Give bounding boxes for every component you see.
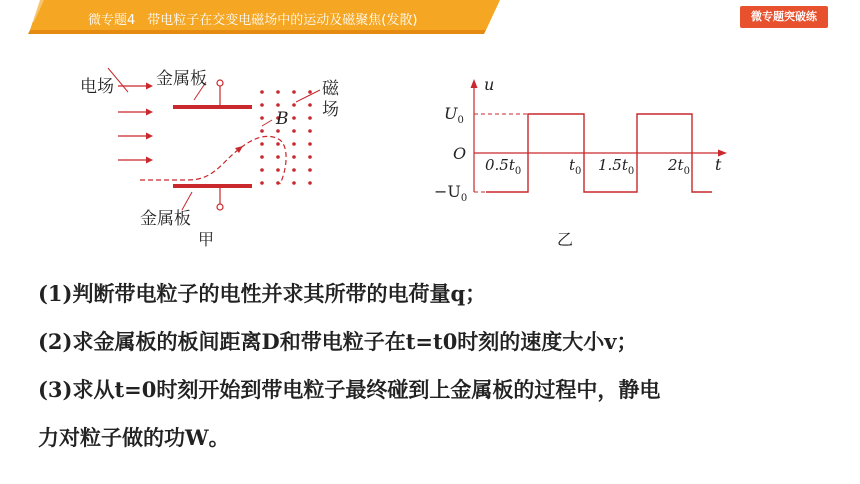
magnetic-dot xyxy=(276,142,280,146)
question-2: (2)求金属板的板间距离D和带电粒子在t=t0时刻的速度大小v； xyxy=(38,329,638,354)
magnetic-dot xyxy=(276,181,280,185)
magnetic-dot xyxy=(308,116,312,120)
magnetic-dot xyxy=(308,90,312,94)
magnetic-dot xyxy=(308,142,312,146)
magnetic-dot xyxy=(276,103,280,107)
question-3-line1: (3)求从t=0时刻开始到带电粒子最终碰到上金属板的过程中，静电 xyxy=(38,377,661,402)
header-title xyxy=(88,9,417,28)
magnetic-dot xyxy=(292,129,296,133)
label-top-plate: 金属板 xyxy=(156,69,207,89)
magnetic-dot xyxy=(292,168,296,172)
electric-field-arrows xyxy=(118,83,153,164)
magnetic-dot xyxy=(276,129,280,133)
caption-yi: 乙 xyxy=(557,230,574,249)
magnetic-dot xyxy=(260,103,264,107)
magnetic-dot xyxy=(308,168,312,172)
magnetic-dot xyxy=(292,155,296,159)
magnetic-dot xyxy=(260,168,264,172)
magnetic-dot xyxy=(292,90,296,94)
header-title-text: 带电粒子在交变电磁场中的运动及磁聚焦(发散) xyxy=(147,13,418,28)
axis-u-label: u xyxy=(484,75,495,94)
figure-a xyxy=(108,68,320,210)
magnetic-dot xyxy=(260,90,264,94)
origin-label: O xyxy=(453,144,467,163)
magnetic-dot xyxy=(276,168,280,172)
label-B: B xyxy=(276,109,289,129)
bottom-terminal xyxy=(217,204,223,210)
magnetic-dot xyxy=(276,155,280,159)
question-1: (1)判断带电粒子的电性并求其所带的电荷量q； xyxy=(38,281,487,306)
label-electric-field: 电场 xyxy=(80,77,114,97)
magnetic-dot xyxy=(308,155,312,159)
magnetic-dot xyxy=(292,142,296,146)
particle-trajectory xyxy=(140,136,286,184)
label-magnetic-2: 场 xyxy=(322,100,339,120)
figure-area xyxy=(0,40,860,260)
caption-jia: 甲 xyxy=(198,230,215,249)
magnetic-dot xyxy=(292,116,296,120)
header-topic: 微专题4 xyxy=(88,13,136,28)
header-bar xyxy=(0,0,860,36)
magnetic-dot xyxy=(292,181,296,185)
top-terminal xyxy=(217,80,223,86)
u-axis-arrow xyxy=(471,79,478,88)
magnetic-dot xyxy=(308,181,312,185)
magnetic-dot xyxy=(276,90,280,94)
tick-t0: $t_0$ xyxy=(569,156,582,177)
label-magnetic-1: 磁 xyxy=(322,79,339,99)
header-badge[interactable]: 微专题突破练 xyxy=(740,6,828,28)
magnetic-dot xyxy=(308,129,312,133)
tick-u0: $U_0$ xyxy=(444,104,464,126)
magnetic-dot xyxy=(260,116,264,120)
magnetic-dot xyxy=(260,181,264,185)
axis-t-label: t xyxy=(715,155,722,174)
magnetic-dot xyxy=(260,142,264,146)
question-3-line2: 力对粒子做的功W。 xyxy=(38,425,230,450)
magnetic-field-dots xyxy=(260,90,312,185)
magnetic-dot xyxy=(260,129,264,133)
magnetic-dot xyxy=(292,103,296,107)
tick-1-5t0: $1.5t_0$ xyxy=(598,156,635,177)
tick-0-5t0: $0.5t_0$ xyxy=(485,156,522,177)
tick-neg-u0: $-U_0$ xyxy=(434,182,468,204)
magnetic-dot xyxy=(260,155,264,159)
magnetic-dot xyxy=(308,103,312,107)
label-bottom-plate: 金属板 xyxy=(140,209,191,229)
tick-2t0: $2t_0$ xyxy=(668,156,690,177)
